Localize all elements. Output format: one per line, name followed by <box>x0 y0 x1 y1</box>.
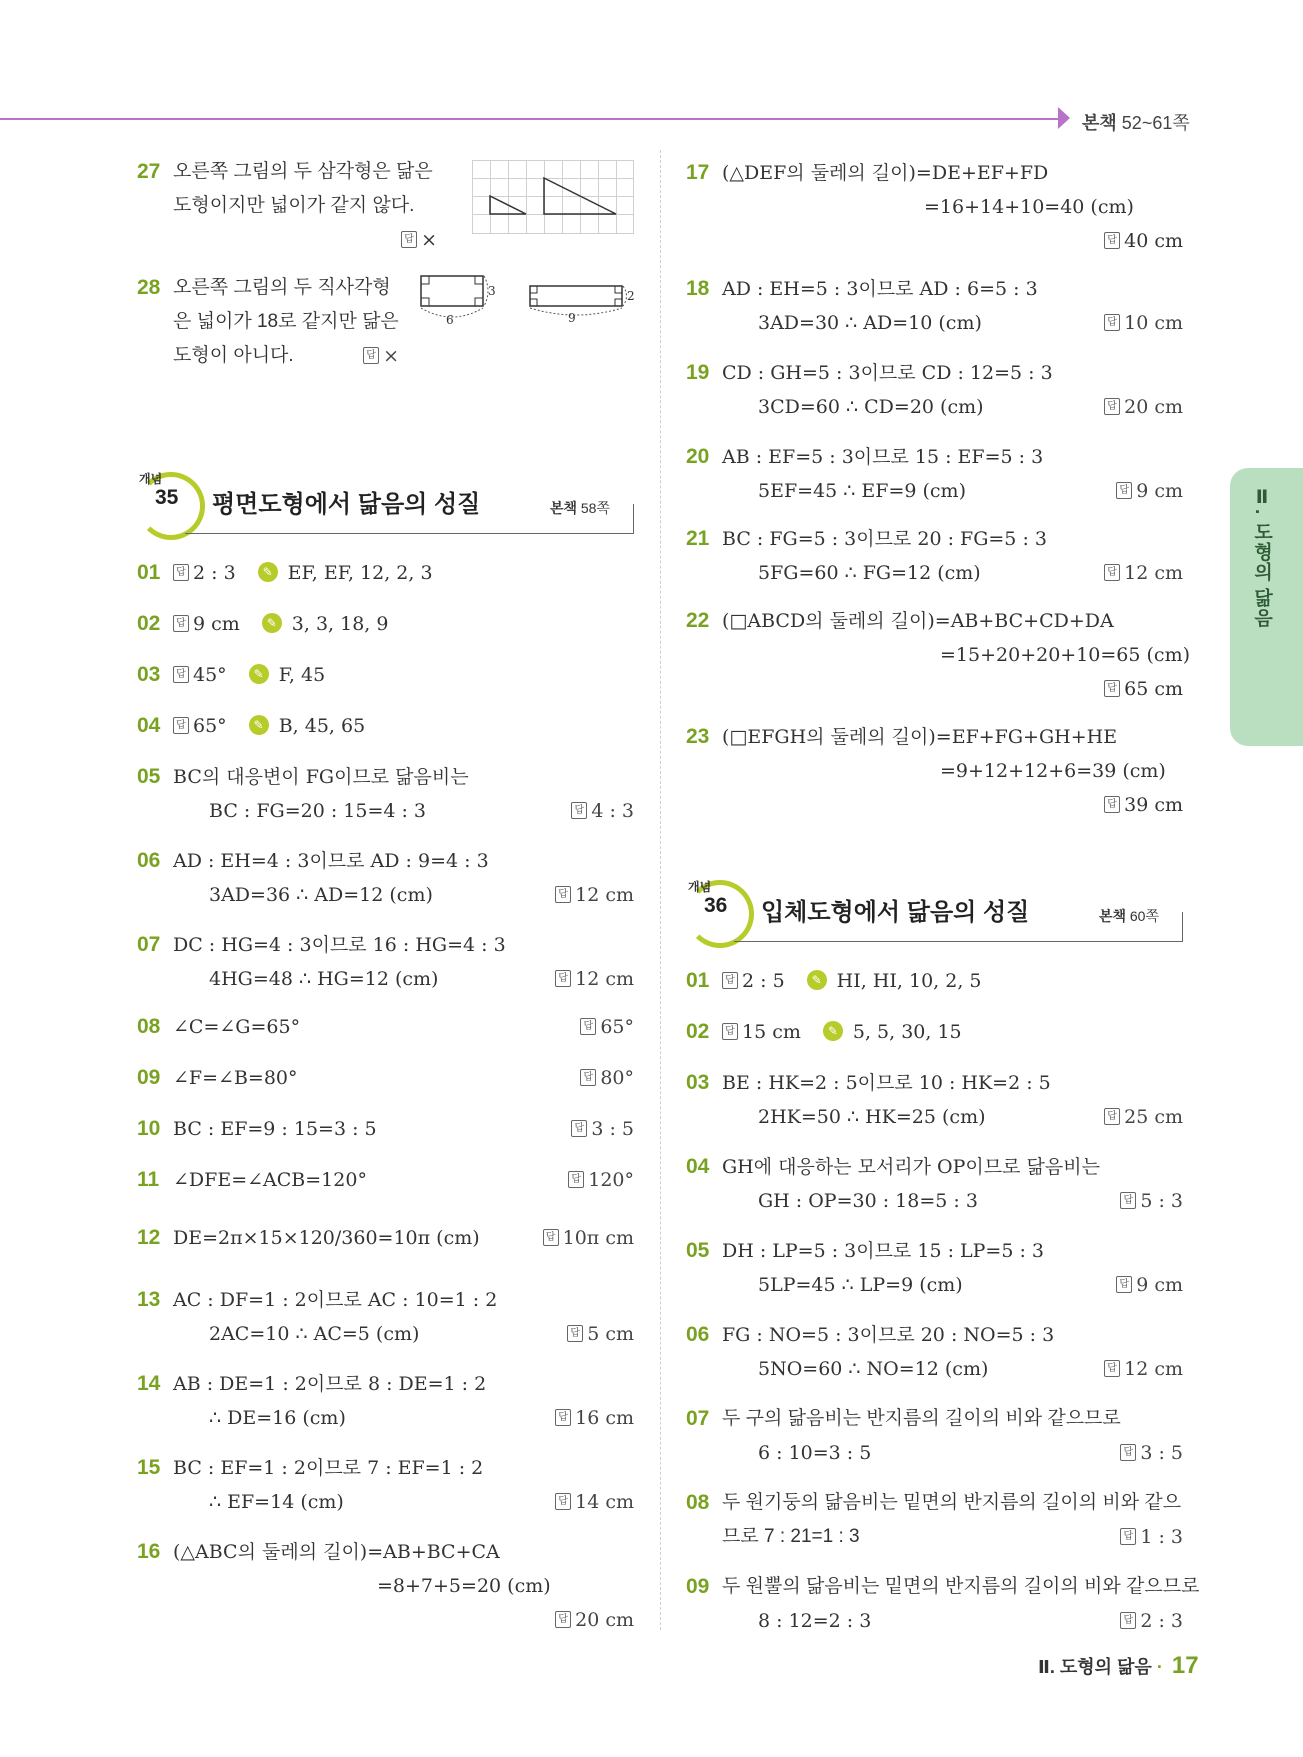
rect2-height-label: 2 <box>627 289 635 303</box>
problem-18 <box>686 272 1183 340</box>
problem-line: 4HG=48 ∴ HG=12 (cm) <box>209 968 439 990</box>
sec35-problem-14 <box>137 1367 634 1435</box>
problem-number: 28 <box>137 276 161 299</box>
problem-line: 2AC=10 ∴ AC=5 (cm) <box>209 1323 420 1345</box>
header-rule <box>0 118 1060 120</box>
problem-line: DC : HG=4 : 3이므로 16 : HG=4 : 3 <box>173 934 506 956</box>
grid-lines <box>472 160 634 234</box>
problem-line: AD : EH=5 : 3이므로 AD : 6=5 : 3 <box>722 278 1038 300</box>
sec36-problem-07 <box>686 1402 1183 1470</box>
answer <box>1120 1604 1183 1638</box>
problem-number: 16 <box>137 1540 161 1563</box>
problem-line: 두 구의 닮음비는 반지름의 길이의 비와 같으므로 <box>722 1408 1121 1429</box>
problem-number: 07 <box>686 1407 710 1430</box>
problem-20 <box>686 440 1183 508</box>
chapter-side-tab <box>1230 468 1303 746</box>
answer-value: 12 cm <box>575 884 634 906</box>
problem-number: 12 <box>137 1226 161 1249</box>
problem-line: 오른쪽 그림의 두 삼각형은 닮은 <box>173 161 433 182</box>
triangles-grid-figure <box>472 160 634 234</box>
pencil-icon: ✎ <box>807 970 827 990</box>
answer-icon: 답 <box>1116 1276 1132 1293</box>
problem-number: 07 <box>137 933 161 956</box>
rectangle-9x2 <box>530 286 622 306</box>
answer-icon: 답 <box>1104 314 1120 331</box>
problem-line: 도형이 아니다. <box>173 345 294 366</box>
section-badge-number: 36 <box>704 894 728 917</box>
answer-value: 20 cm <box>1124 396 1183 418</box>
section-underline-end <box>1182 912 1183 942</box>
right-angle-mark <box>615 299 622 306</box>
answer-icon: 답 <box>568 1171 584 1188</box>
problem-line: BC : EF=1 : 2이므로 7 : EF=1 : 2 <box>173 1457 484 1479</box>
answer <box>555 1603 634 1637</box>
section-35-header <box>137 472 634 534</box>
section-underline <box>734 941 1183 942</box>
answer <box>555 878 634 912</box>
sec35-problem-07 <box>137 928 634 996</box>
problem-line: 도형이지만 넓이가 같지 않다. <box>173 195 415 216</box>
answer <box>137 223 437 257</box>
answer <box>580 1061 634 1095</box>
footer-chapter: Ⅱ. 도형의 닮음 <box>1038 1657 1152 1677</box>
answer <box>555 1485 634 1519</box>
rectangle-6x3 <box>421 276 483 306</box>
pencil-icon: ✎ <box>258 562 278 582</box>
answer <box>571 794 634 828</box>
answer <box>686 224 1183 258</box>
width-brace <box>530 308 622 315</box>
problem-line: 5LP=45 ∴ LP=9 (cm) <box>758 1274 963 1296</box>
right-angle-mark <box>421 298 429 306</box>
sec35-problem-08 <box>137 1010 634 1044</box>
answer <box>1104 1352 1183 1386</box>
answer-icon: 답 <box>1120 1528 1136 1545</box>
answer-icon: 답 <box>1104 680 1120 697</box>
problem-number: 05 <box>686 1239 710 1262</box>
answer-value: 9 cm <box>1136 480 1183 502</box>
problem-number: 10 <box>137 1117 161 1140</box>
answer-value: 65 cm <box>1124 678 1183 700</box>
sec36-problem-09 <box>686 1570 1200 1638</box>
problem-number: 06 <box>137 849 161 872</box>
sec35-problem-10 <box>137 1112 634 1146</box>
problem-line: 은 넓이가 18로 같지만 닮은 <box>173 311 399 332</box>
answer-icon: 답 <box>1104 1360 1120 1377</box>
rectangles-figure <box>418 270 638 330</box>
sec35-problem-16 <box>137 1535 634 1631</box>
problem-line: 오른쪽 그림의 두 직사각형 <box>173 277 391 298</box>
answer <box>363 339 399 373</box>
problem-line: ∴ EF=14 (cm) <box>209 1491 344 1513</box>
problem-line: BC : FG=5 : 3이므로 20 : FG=5 : 3 <box>722 528 1047 550</box>
answer-icon: 답 <box>173 717 189 734</box>
sec36-item-01 <box>686 964 1183 998</box>
answer-icon: 답 <box>567 1325 583 1342</box>
page-number: 17 <box>1171 1652 1199 1679</box>
hint-text: HI, HI, 10, 2, 5 <box>836 970 982 992</box>
answer-icon: 답 <box>555 1611 571 1628</box>
header-ref-pages: 52~61쪽 <box>1121 113 1190 133</box>
problem-number: 17 <box>686 161 710 184</box>
problem-line: =9+12+12+6=39 (cm) <box>940 760 1166 782</box>
answer <box>1116 1268 1183 1302</box>
answer-icon: 답 <box>580 1018 596 1035</box>
answer-icon: 답 <box>555 970 571 987</box>
page-footer: Ⅱ. 도형의 닮음 · 17 <box>1038 1652 1199 1679</box>
answer-value: 39 cm <box>1124 794 1183 816</box>
section-page-ref <box>1099 906 1159 926</box>
problem-number: 09 <box>686 1575 710 1598</box>
answer-icon: 답 <box>555 1493 571 1510</box>
answer-value: × <box>383 345 399 367</box>
problem-line: 두 원기둥의 닮음비는 밑면의 반지름의 길이의 비와 같으 <box>722 1492 1182 1513</box>
chevron-right-icon <box>1058 107 1070 129</box>
problem-line: (□ABCD의 둘레의 길이)=AB+BC+CD+DA <box>722 610 1114 632</box>
answer <box>1120 1520 1183 1554</box>
problem-number: 05 <box>137 765 161 788</box>
pencil-icon: ✎ <box>249 664 269 684</box>
right-angle-mark <box>475 276 483 284</box>
sec35-item-04 <box>137 709 634 743</box>
answer-value: 65° <box>193 715 227 737</box>
problem-line: 3AD=30 ∴ AD=10 (cm) <box>758 312 982 334</box>
sec35-item-01 <box>137 556 634 590</box>
problem-number: 03 <box>137 663 161 686</box>
answer <box>568 1163 634 1197</box>
problem-number: 15 <box>137 1456 161 1479</box>
answer-icon: 답 <box>1104 1108 1120 1125</box>
hint-text: B, 45, 65 <box>278 715 366 737</box>
problem-line: =8+7+5=20 (cm) <box>377 1575 551 1597</box>
pencil-icon: ✎ <box>823 1021 843 1041</box>
answer-value: 9 cm <box>193 613 240 635</box>
answer-icon: 답 <box>363 347 379 364</box>
section-underline-end <box>633 504 634 534</box>
answer <box>1104 556 1183 590</box>
problem-line: DE=2π×15×120/360=10π (cm) <box>173 1227 480 1249</box>
problem-number: 23 <box>686 725 710 748</box>
answer-value: 14 cm <box>575 1491 634 1513</box>
answer-value: 2 : 5 <box>742 970 785 992</box>
problem-line: =16+14+10=40 (cm) <box>924 196 1134 218</box>
problem-line: 므로 7 : 21=1 : 3 <box>722 1526 860 1547</box>
right-angle-mark <box>615 286 622 293</box>
problem-line: (△ABC의 둘레의 길이)=AB+BC+CA <box>173 1541 500 1563</box>
answer-icon: 답 <box>722 1023 738 1040</box>
problem-number: 08 <box>137 1015 161 1038</box>
answer-value: 25 cm <box>1124 1106 1183 1128</box>
sec35-problem-05 <box>137 760 634 828</box>
problem-17 <box>686 156 1183 258</box>
answer-value: 1 : 3 <box>1140 1526 1183 1548</box>
answer-icon: 답 <box>1104 398 1120 415</box>
sec36-problem-03 <box>686 1066 1183 1134</box>
section-36-header <box>686 880 1183 942</box>
problem-line: ∠C=∠G=65° <box>173 1016 301 1038</box>
right-angle-mark <box>421 276 429 284</box>
sec36-problem-05 <box>686 1234 1183 1302</box>
sec36-problem-04 <box>686 1150 1183 1218</box>
answer <box>686 788 1183 822</box>
answer <box>1104 390 1183 424</box>
answer-value: 12 cm <box>1124 562 1183 584</box>
problem-22 <box>686 604 1191 706</box>
problem-number: 11 <box>137 1168 160 1191</box>
answer <box>1116 474 1183 508</box>
problem-23 <box>686 720 1183 822</box>
answer-value: 12 cm <box>575 968 634 990</box>
answer-icon: 답 <box>401 231 417 248</box>
problem-line: DH : LP=5 : 3이므로 15 : LP=5 : 3 <box>722 1240 1044 1262</box>
problem-line: (△DEF의 둘레의 길이)=DE+EF+FD <box>722 162 1049 184</box>
problem-line: BC : EF=9 : 15=3 : 5 <box>173 1118 377 1140</box>
problem-number: 04 <box>686 1155 710 1178</box>
problem-number: 08 <box>686 1491 710 1514</box>
problem-line: 3AD=36 ∴ AD=12 (cm) <box>209 884 433 906</box>
problem-line: 5EF=45 ∴ EF=9 (cm) <box>758 480 966 502</box>
problem-line: CD : GH=5 : 3이므로 CD : 12=5 : 3 <box>722 362 1053 384</box>
sec36-problem-08 <box>686 1486 1183 1554</box>
hint-text: 3, 3, 18, 9 <box>291 613 389 635</box>
answer-icon: 답 <box>543 1229 559 1246</box>
problem-line: BC : FG=20 : 15=4 : 3 <box>209 800 427 822</box>
problem-number: 14 <box>137 1372 161 1395</box>
answer-icon: 답 <box>555 886 571 903</box>
answer <box>543 1221 634 1255</box>
header-ref-label: 본책 <box>1082 113 1117 133</box>
answer-value: 9 cm <box>1136 1274 1183 1296</box>
answer-value: 5 cm <box>587 1323 634 1345</box>
sec35-problem-12 <box>137 1221 634 1255</box>
answer-icon: 답 <box>580 1069 596 1086</box>
section-ref-page: 60쪽 <box>1129 908 1159 924</box>
problem-line: 3CD=60 ∴ CD=20 (cm) <box>758 396 984 418</box>
section-title: 평면도형에서 닮음의 성질 <box>212 491 481 518</box>
chapter-side-tab-label: Ⅱ. 도형의 닮음 <box>1251 486 1272 628</box>
problem-line: AD : EH=4 : 3이므로 AD : 9=4 : 3 <box>173 850 489 872</box>
sec36-problem-06 <box>686 1318 1183 1386</box>
answer-icon: 답 <box>173 564 189 581</box>
answer-icon: 답 <box>173 666 189 683</box>
problem-number: 01 <box>686 969 710 992</box>
answer-value: 15 cm <box>742 1021 801 1043</box>
answer-value: 10 cm <box>1124 312 1183 334</box>
problem-number: 01 <box>137 561 161 584</box>
answer-icon: 답 <box>1116 482 1132 499</box>
section-underline <box>185 533 634 534</box>
problem-number: 09 <box>137 1066 161 1089</box>
problem-number: 20 <box>686 445 710 468</box>
height-brace <box>623 286 627 306</box>
problem-line: GH에 대응하는 모서리가 OP이므로 닮음비는 <box>722 1156 1100 1178</box>
section-badge-label: 개념 <box>139 472 163 486</box>
answer-value: × <box>421 229 437 251</box>
problem-line: 6 : 10=3 : 5 <box>758 1442 872 1464</box>
answer <box>571 1112 634 1146</box>
answer-value: 10π cm <box>562 1227 634 1249</box>
header-page-ref <box>1082 109 1190 135</box>
problem-28 <box>137 271 399 373</box>
problem-number: 19 <box>686 361 710 384</box>
answer-value: 20 cm <box>575 1609 634 1631</box>
sec35-problem-15 <box>137 1451 634 1519</box>
problem-number: 03 <box>686 1071 710 1094</box>
answer-value: 5 : 3 <box>1140 1190 1183 1212</box>
answer-icon: 답 <box>1104 232 1120 249</box>
answer-icon: 답 <box>555 1409 571 1426</box>
sec35-item-03 <box>137 658 634 692</box>
answer-value: 16 cm <box>575 1407 634 1429</box>
sec35-problem-13 <box>137 1283 634 1351</box>
answer-value: 3 : 5 <box>1140 1442 1183 1464</box>
answer <box>1120 1436 1183 1470</box>
problem-number: 27 <box>137 160 161 183</box>
right-angle-mark <box>530 286 537 293</box>
column-divider <box>660 150 661 1630</box>
sec35-problem-06 <box>137 844 634 912</box>
problem-number: 04 <box>137 714 161 737</box>
sec35-item-02 <box>137 607 634 641</box>
section-badge-number: 35 <box>155 486 179 509</box>
problem-number: 06 <box>686 1323 710 1346</box>
section-title: 입체도형에서 닮음의 성질 <box>761 899 1030 926</box>
section-ref-page: 58쪽 <box>580 500 610 516</box>
answer-value: 80° <box>600 1067 634 1089</box>
problem-number: 02 <box>686 1020 710 1043</box>
problem-27 <box>137 155 437 257</box>
pencil-icon: ✎ <box>262 613 282 633</box>
problem-line: AB : DE=1 : 2이므로 8 : DE=1 : 2 <box>173 1373 487 1395</box>
sec35-problem-11 <box>137 1163 634 1197</box>
right-angle-mark <box>475 298 483 306</box>
answer-value: 3 : 5 <box>591 1118 634 1140</box>
answer-icon: 답 <box>1120 1612 1136 1629</box>
answer-value: 2 : 3 <box>193 562 236 584</box>
problem-line: FG : NO=5 : 3이므로 20 : NO=5 : 3 <box>722 1324 1055 1346</box>
problem-line: AC : DF=1 : 2이므로 AC : 10=1 : 2 <box>173 1289 498 1311</box>
section-ref-label: 본책 <box>1098 908 1126 924</box>
rect1-height-label: 3 <box>488 284 496 298</box>
problem-line: 5FG=60 ∴ FG=12 (cm) <box>758 562 981 584</box>
problem-number: 18 <box>686 277 710 300</box>
rect2-width-label: 9 <box>568 311 576 325</box>
answer-value: 12 cm <box>1124 1358 1183 1380</box>
answer <box>1104 306 1183 340</box>
hint-text: F, 45 <box>278 664 326 686</box>
answer <box>1104 1100 1183 1134</box>
hint-text: EF, EF, 12, 2, 3 <box>287 562 433 584</box>
answer <box>567 1317 634 1351</box>
answer <box>580 1010 634 1044</box>
sec36-item-02 <box>686 1015 1183 1049</box>
problem-number: 02 <box>137 612 161 635</box>
problem-line: BC의 대응변이 FG이므로 닮음비는 <box>173 766 469 788</box>
section-page-ref <box>550 498 610 518</box>
rect1-width-label: 6 <box>446 313 454 327</box>
problem-line: (□EFGH의 둘레의 길이)=EF+FG+GH+HE <box>722 726 1118 748</box>
problem-line: BE : HK=2 : 5이므로 10 : HK=2 : 5 <box>722 1072 1051 1094</box>
problem-number: 21 <box>686 527 710 550</box>
problem-line: 8 : 12=2 : 3 <box>758 1610 872 1632</box>
answer-value: 2 : 3 <box>1140 1610 1183 1632</box>
hint-text: 5, 5, 30, 15 <box>852 1021 962 1043</box>
problem-line: ∴ DE=16 (cm) <box>209 1407 346 1429</box>
problem-line: 2HK=50 ∴ HK=25 (cm) <box>758 1106 986 1128</box>
answer-icon: 답 <box>722 972 738 989</box>
problem-line: 5NO=60 ∴ NO=12 (cm) <box>758 1358 989 1380</box>
answer-icon: 답 <box>1104 564 1120 581</box>
section-ref-label: 본책 <box>549 500 577 516</box>
answer-value: 45° <box>193 664 227 686</box>
answer-value: 4 : 3 <box>591 800 634 822</box>
problem-line: 두 원뿔의 닮음비는 밑면의 반지름의 길이의 비와 같으므로 <box>722 1576 1200 1597</box>
answer-icon: 답 <box>173 615 189 632</box>
problem-line: GH : OP=30 : 18=5 : 3 <box>758 1190 978 1212</box>
problem-line: =15+20+20+10=65 (cm) <box>940 644 1191 666</box>
answer-icon: 답 <box>571 1120 587 1137</box>
problem-line: AB : EF=5 : 3이므로 15 : EF=5 : 3 <box>722 446 1044 468</box>
section-badge-label: 개념 <box>688 880 712 894</box>
answer <box>1120 1184 1183 1218</box>
problem-19 <box>686 356 1183 424</box>
problem-number: 13 <box>137 1288 161 1311</box>
answer <box>555 962 634 996</box>
answer <box>555 1401 634 1435</box>
problem-21 <box>686 522 1183 590</box>
answer-value: 40 cm <box>1124 230 1183 252</box>
answer <box>686 672 1183 706</box>
problem-number: 22 <box>686 609 710 632</box>
right-angle-mark <box>530 299 537 306</box>
answer-value: 65° <box>600 1016 634 1038</box>
answer-icon: 답 <box>1120 1444 1136 1461</box>
answer-icon: 답 <box>571 802 587 819</box>
answer-value: 120° <box>588 1169 634 1191</box>
pencil-icon: ✎ <box>249 715 269 735</box>
problem-line: ∠F=∠B=80° <box>173 1067 298 1089</box>
sec35-problem-09 <box>137 1061 634 1095</box>
answer-icon: 답 <box>1104 796 1120 813</box>
problem-line: ∠DFE=∠ACB=120° <box>173 1169 367 1191</box>
answer-icon: 답 <box>1120 1192 1136 1209</box>
